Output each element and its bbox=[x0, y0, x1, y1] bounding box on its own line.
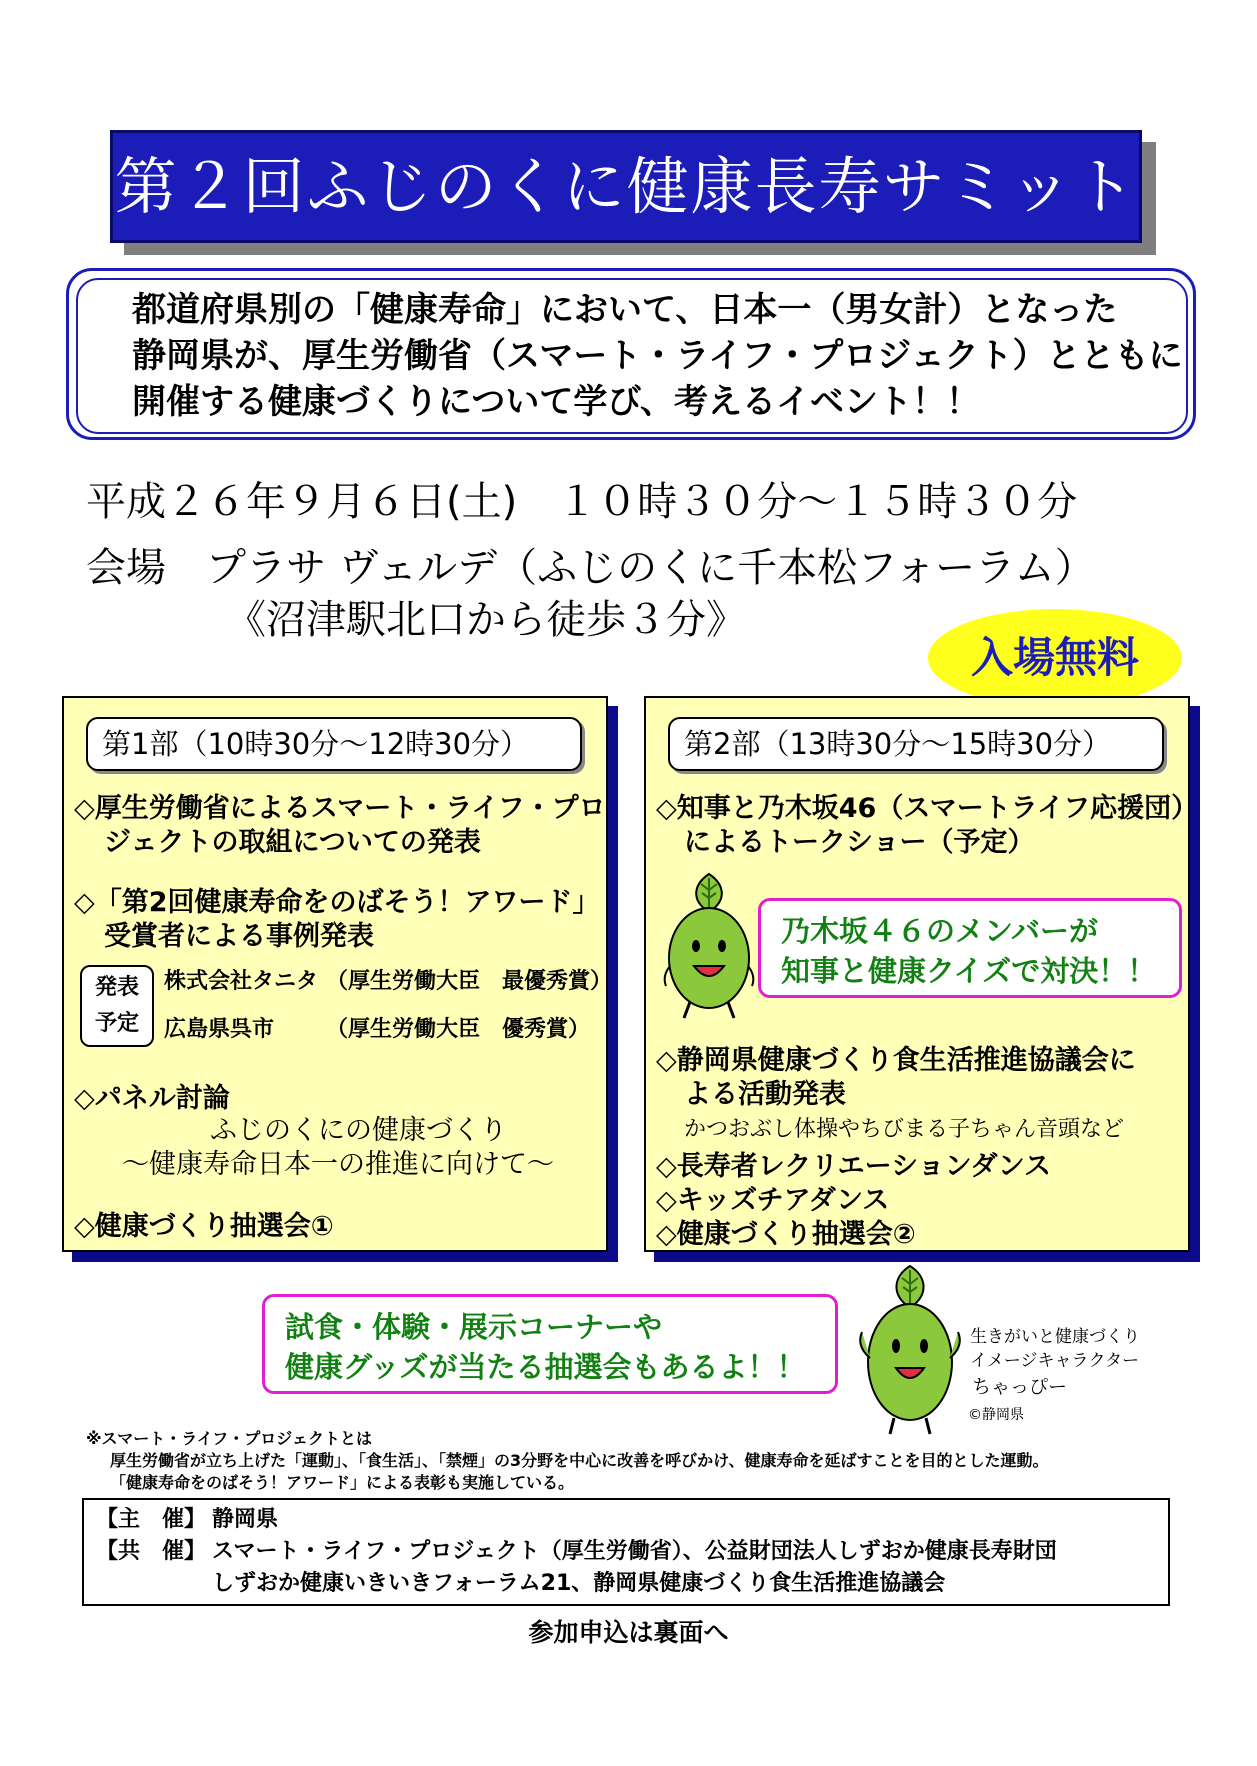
panel-discussion-topic-2: ～健康寿命日本一の推進に向けて～ bbox=[122, 1149, 554, 1180]
mascot-chappy-waving-icon bbox=[854, 1262, 966, 1438]
part2-label: 第2部（13時30分～15時30分） bbox=[668, 717, 1164, 771]
host-label: 【主 催】 bbox=[96, 1507, 207, 1532]
winner-2-name: 広島県呉市 bbox=[164, 1017, 275, 1042]
part2-lottery: ◇健康づくり抽選会② bbox=[656, 1219, 916, 1250]
stamp-line-1: 発表 bbox=[94, 975, 139, 1000]
mascot-name: ちゃっぴー bbox=[972, 1376, 1068, 1398]
part2-dance-1: ◇長寿者レクリエーションダンス bbox=[656, 1151, 1051, 1182]
intro-line-3: 開催する健康づくりについて学び、考えるイベント！！ bbox=[132, 382, 980, 422]
part1-label: 第1部（10時30分～12時30分） bbox=[86, 717, 582, 771]
part2-talk-line-1: ◇知事と乃木坂46（スマートライフ応援団） bbox=[656, 793, 1199, 824]
extras-line-2: 健康グッズが当たる抽選会もあるよ！！ bbox=[285, 1350, 806, 1384]
event-date: 平成２６年９月６日(土) １０時３０分～１５時３０分 bbox=[86, 479, 1078, 525]
part2-council-line-1: ◇静岡県健康づくり食生活推進協議会に bbox=[656, 1045, 1136, 1076]
cohost-line-1: スマート・ライフ・プロジェクト（厚生労働省）、公益財団法人しずおか健康長寿財団 bbox=[212, 1539, 1057, 1564]
part2-council-sub: かつおぶし体操やちびまる子ちゃん音頭など bbox=[684, 1117, 1125, 1142]
event-access: 《沼津駅北口から徒歩３分》 bbox=[226, 597, 746, 643]
part1-item-1-line-2: ジェクトの取組についての発表 bbox=[104, 827, 481, 858]
cohost-line-2: しずおか健康いきいきフォーラム21、静岡県健康づくり食生活推進協議会 bbox=[212, 1571, 946, 1596]
mascot-chappy-icon bbox=[660, 870, 758, 1020]
extras-line-1: 試食・体験・展示コーナーや bbox=[285, 1310, 663, 1344]
part1-item-1-line-1: ◇厚生労働省によるスマート・ライフ・プロ bbox=[74, 793, 606, 824]
intro-line-2: 静岡県が、厚生労働省（スマート・ライフ・プロジェクト）とともに bbox=[132, 336, 1183, 376]
part2-council-line-2: よる活動発表 bbox=[684, 1079, 846, 1110]
note-line-3: 「健康寿命をのばそう！アワード」による表彰も実施している。 bbox=[110, 1473, 575, 1492]
stamp-line-2: 予定 bbox=[94, 1011, 139, 1036]
host-name: 静岡県 bbox=[212, 1507, 279, 1532]
free-admission-badge: 入場無料 bbox=[928, 609, 1182, 707]
presentation-stamp bbox=[80, 965, 154, 1047]
panel-discussion-title: ◇パネル討論 bbox=[74, 1083, 230, 1114]
part2-dance-2: ◇キッズチアダンス bbox=[656, 1185, 890, 1216]
mascot-caption-2: イメージキャラクター bbox=[970, 1351, 1140, 1371]
panel-discussion-topic-1: ふじのくにの健康づくり bbox=[210, 1115, 507, 1146]
intro-line-1: 都道府県別の「健康寿命」において、日本一（男女計）となった bbox=[132, 290, 1118, 330]
part1-item-2-line-1: ◇「第2回健康寿命をのばそう！アワード」 bbox=[74, 887, 600, 918]
callout-line-1: 乃木坂４６のメンバーが bbox=[781, 914, 1098, 948]
mascot-caption-1: 生きがいと健康づくり bbox=[970, 1327, 1140, 1347]
nogizaka-callout bbox=[758, 898, 1182, 998]
winner-1-award: （厚生労働大臣 最優秀賞） bbox=[326, 969, 613, 994]
mascot-copyright: ©静岡県 bbox=[968, 1407, 1024, 1423]
part1-lottery: ◇健康づくり抽選会① bbox=[74, 1211, 334, 1242]
note-line-2: 厚生労働省が立ち上げた「運動」、「食生活」、「禁煙」の3分野を中心に改善を呼びかけ、健康寿命を延ばすことを目的とした運動。 bbox=[110, 1451, 1049, 1470]
winner-2-award: （厚生労働大臣 優秀賞） bbox=[326, 1017, 591, 1042]
cohost-label: 【共 催】 bbox=[96, 1539, 207, 1564]
page-title: 第２回ふじのくに健康長寿サミット bbox=[110, 130, 1142, 243]
extras-callout bbox=[262, 1294, 838, 1394]
event-venue: 会場 プラサ ヴェルデ（ふじのくに千本松フォーラム） bbox=[86, 545, 1095, 591]
apply-notice: 参加申込は裏面へ bbox=[528, 1618, 729, 1647]
callout-line-2: 知事と健康クイズで対決！！ bbox=[781, 954, 1157, 988]
part1-item-2-line-2: 受賞者による事例発表 bbox=[104, 921, 374, 952]
note-line-1: ※スマート・ライフ・プロジェクトとは bbox=[86, 1429, 372, 1448]
winner-1-name: 株式会社タニタ bbox=[164, 969, 319, 994]
part2-talk-line-2: によるトークショー（予定） bbox=[684, 827, 1035, 858]
